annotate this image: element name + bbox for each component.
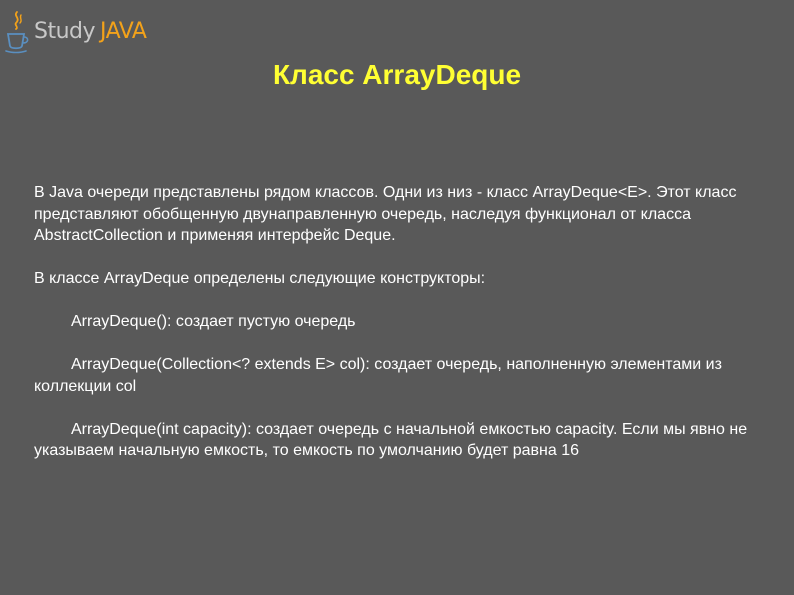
constructor-capacity: ArrayDeque(int capacity): создает очередь с начальной емкостью capacity. Если мы явно не указываем начальную емкость, то емкость по умолчанию будет равна 16 [34,420,748,459]
logo-study-text: Study [34,19,96,44]
logo-wordmark [34,21,146,43]
study-java-logo [4,10,146,54]
constructors-heading: В классе ArrayDeque определены следующие конструкторы: [34,270,486,287]
slide-title: Класс ArrayDeque [272,59,522,90]
intro-paragraph: В Java очереди представлены рядом классов. Одни из низ - класс ArrayDeque<E>. Этот класс представляют обобщенную двунаправленную очередь, наследуя функционал от класса AbstractCollection и применяя интерфейс Deque. [34,184,737,244]
constructor-empty: ArrayDeque(): создает пустую очередь [71,313,356,330]
logo-java-text: JAVA [100,19,147,44]
coffee-cup-icon [4,10,30,54]
constructor-collection: ArrayDeque(Collection<? extends E> col): создает очередь, наполненную элементами из коллекции col [34,356,722,395]
slide-body [34,182,764,483]
